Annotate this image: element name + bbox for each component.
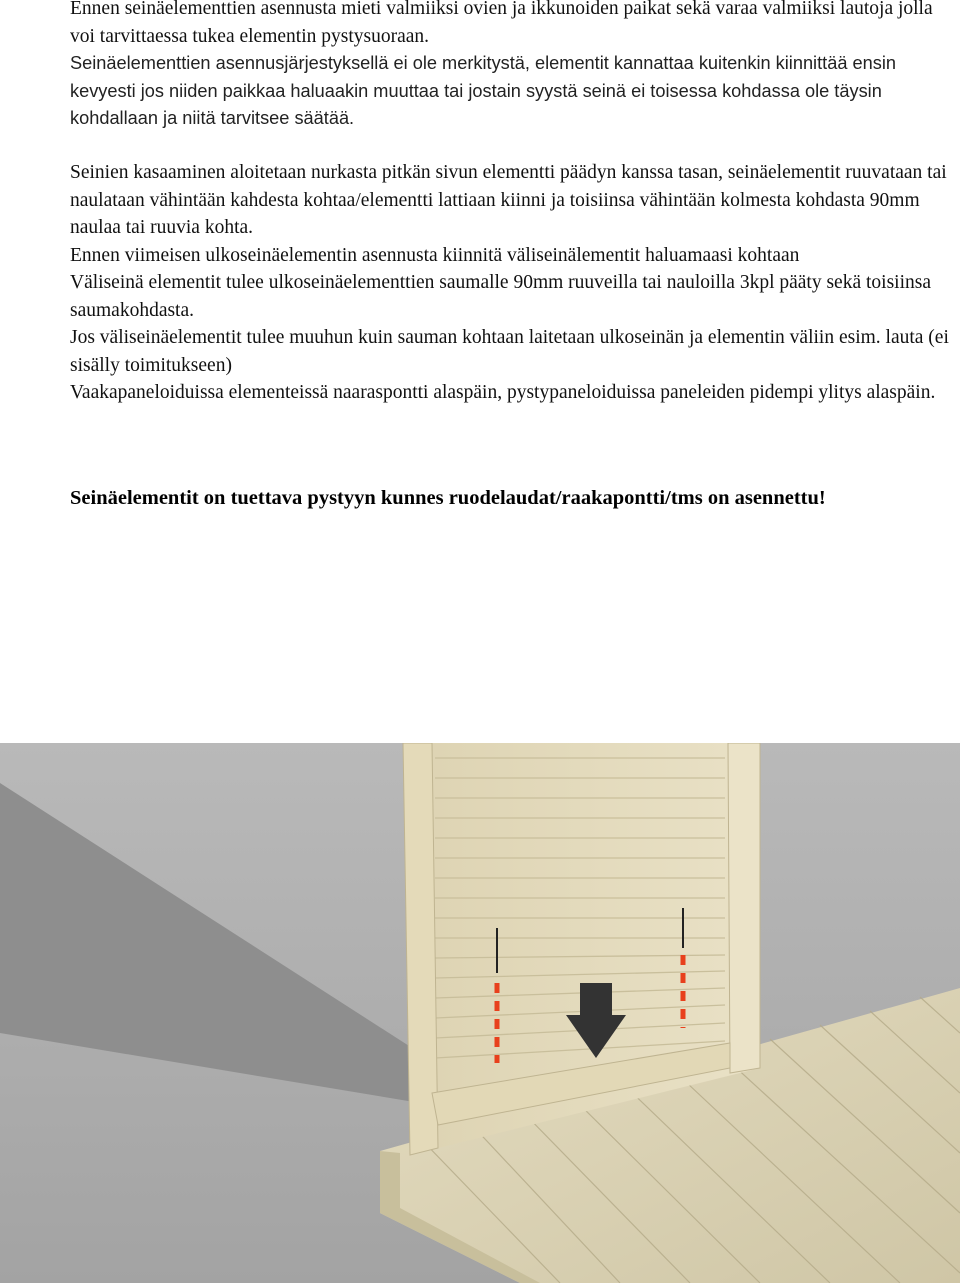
- assembly-paragraph-5: Vaakapaneloiduissa elementeissä naaraspontti alaspäin, pystypaneloiduissa paneleiden pidempi ylitys alaspäin.: [70, 382, 936, 403]
- assembly-paragraph-4: Jos väliseinäelementit tulee muuhun kuin sauman kohtaan laitetaan ulkoseinän ja elementin väliin esim. lauta (ei sisälly toimitukseen): [70, 327, 949, 376]
- assembly-paragraph-1: Seinien kasaaminen aloitetaan nurkasta pitkän sivun elementti päädyn kanssa tasan, seinäelementit ruuvataan tai naulataan vähintään kahdesta kohtaa/elementti lattiaan kiinni ja toisiinsa vähintään kolmesta kohdasta 90mm naulaa tai ruuvia kohta.: [70, 162, 947, 238]
- assembly-paragraph-3: Väliseinä elementit tulee ulkoseinäelementtien saumalle 90mm ruuveilla tai nauloilla 3kpl pääty sekä toisiinsa saumakohdasta.: [70, 272, 931, 321]
- intro-paragraph-2: Seinäelementtien asennusjärjestyksellä ei ole merkitystä, elementit kannattaa kuitenkin kiinnittää ensin kevyesti jos niiden paikkaa haluaakin muuttaa tai jostain syystä seinä ei toisessa kohdassa ole täysin kohdallaan ja niitä tarvitsee säätää.: [70, 53, 896, 128]
- support-warning: Seinäelementit on tuettava pystyyn kunnes ruodelaudat/raakapontti/tms on asennettu!: [70, 487, 826, 509]
- assembly-text-block: [70, 159, 950, 407]
- wall-element-installation-illustration: [0, 743, 960, 1283]
- assembly-paragraph-2: Ennen viimeisen ulkoseinäelementin asennusta kiinnitä väliseinälementit haluamaasi kohtaan: [70, 244, 800, 266]
- intro-text-block: [70, 0, 950, 133]
- intro-paragraph-1: Ennen seinäelementtien asennusta mieti valmiiksi ovien ja ikkunoiden paikat sekä varaa valmiiksi lautoja jolla voi tarvittaessa tukea elementin pystysuoraan.: [70, 0, 933, 47]
